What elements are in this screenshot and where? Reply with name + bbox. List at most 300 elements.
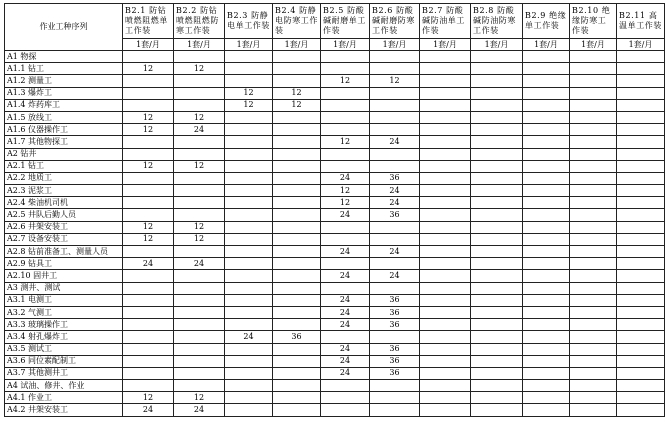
quantity-cell bbox=[273, 343, 321, 355]
occupation-cell: A1 物探 bbox=[5, 51, 123, 63]
occupation-cell: A2.6 井架安装工 bbox=[5, 221, 123, 233]
quantity-cell bbox=[273, 246, 321, 258]
quantity-cell bbox=[570, 319, 617, 331]
quantity-cell bbox=[123, 319, 174, 331]
quantity-cell bbox=[420, 148, 471, 160]
table-row bbox=[5, 343, 665, 355]
quantity-cell bbox=[471, 185, 523, 197]
occupation-cell: A2.8 钻前准备工、测量人员 bbox=[5, 246, 123, 258]
quantity-cell bbox=[420, 87, 471, 99]
table-row bbox=[5, 246, 665, 258]
quantity-cell bbox=[570, 246, 617, 258]
quantity-cell bbox=[570, 136, 617, 148]
occupation-cell: A1.7 其他物探工 bbox=[5, 136, 123, 148]
quantity-cell bbox=[570, 258, 617, 270]
quantity-cell bbox=[570, 221, 617, 233]
quantity-cell bbox=[273, 258, 321, 270]
quantity-cell bbox=[225, 124, 273, 136]
quantity-cell bbox=[471, 172, 523, 184]
quantity-cell: 24 bbox=[370, 197, 420, 209]
quantity-cell bbox=[225, 75, 273, 87]
quantity-cell bbox=[273, 306, 321, 318]
occupation-cell: A3.2 气测工 bbox=[5, 306, 123, 318]
quantity-cell bbox=[617, 99, 665, 111]
quantity-cell: 12 bbox=[123, 63, 174, 75]
quantity-cell bbox=[471, 282, 523, 294]
quantity-cell: 36 bbox=[370, 306, 420, 318]
quantity-cell bbox=[523, 392, 570, 404]
quantity-cell bbox=[273, 270, 321, 282]
quantity-cell bbox=[471, 99, 523, 111]
column-header: B2.8 防酸碱防油防寒工作装 bbox=[471, 4, 523, 39]
quantity-cell bbox=[420, 124, 471, 136]
unit-cell: 1套/月 bbox=[225, 39, 273, 51]
quantity-cell: 12 bbox=[321, 197, 370, 209]
quantity-cell bbox=[174, 270, 225, 282]
occupation-cell: A3.3 玻璃操作工 bbox=[5, 319, 123, 331]
quantity-cell bbox=[523, 209, 570, 221]
quantity-cell bbox=[174, 282, 225, 294]
quantity-cell bbox=[420, 306, 471, 318]
column-header: B2.10 绝缘防寒工作装 bbox=[570, 4, 617, 39]
quantity-cell bbox=[420, 355, 471, 367]
quantity-cell bbox=[420, 294, 471, 306]
quantity-cell bbox=[471, 160, 523, 172]
column-header: B2.11 高温单工作装 bbox=[617, 4, 665, 39]
occupation-cell: A3.7 其他测井工 bbox=[5, 367, 123, 379]
quantity-cell: 24 bbox=[321, 319, 370, 331]
ppe-allocation-table bbox=[4, 3, 665, 417]
occupation-cell: A3.4 射孔爆炸工 bbox=[5, 331, 123, 343]
unit-cell: 1套/月 bbox=[523, 39, 570, 51]
quantity-cell bbox=[420, 185, 471, 197]
quantity-cell bbox=[523, 233, 570, 245]
quantity-cell bbox=[321, 87, 370, 99]
quantity-cell bbox=[523, 63, 570, 75]
quantity-cell bbox=[617, 111, 665, 123]
quantity-cell bbox=[570, 306, 617, 318]
quantity-cell: 12 bbox=[174, 160, 225, 172]
quantity-cell bbox=[370, 258, 420, 270]
occupation-cell: A2.4 柴油机司机 bbox=[5, 197, 123, 209]
occupation-cell: A2 钻井 bbox=[5, 148, 123, 160]
quantity-cell: 12 bbox=[174, 392, 225, 404]
quantity-cell bbox=[570, 355, 617, 367]
table-row bbox=[5, 160, 665, 172]
quantity-cell bbox=[225, 136, 273, 148]
quantity-cell bbox=[420, 209, 471, 221]
quantity-cell: 12 bbox=[321, 185, 370, 197]
quantity-cell: 24 bbox=[225, 331, 273, 343]
quantity-cell bbox=[617, 343, 665, 355]
quantity-cell bbox=[174, 209, 225, 221]
quantity-cell bbox=[174, 355, 225, 367]
quantity-cell bbox=[523, 258, 570, 270]
quantity-cell bbox=[617, 87, 665, 99]
quantity-cell bbox=[321, 258, 370, 270]
quantity-cell: 12 bbox=[273, 99, 321, 111]
quantity-cell bbox=[570, 148, 617, 160]
quantity-cell bbox=[420, 221, 471, 233]
quantity-cell bbox=[471, 294, 523, 306]
quantity-cell bbox=[123, 306, 174, 318]
occupation-cell: A1.6 仪器操作工 bbox=[5, 124, 123, 136]
quantity-cell: 12 bbox=[123, 233, 174, 245]
quantity-cell bbox=[617, 209, 665, 221]
quantity-cell bbox=[174, 197, 225, 209]
quantity-cell bbox=[225, 392, 273, 404]
quantity-cell: 12 bbox=[123, 160, 174, 172]
quantity-cell bbox=[321, 99, 370, 111]
quantity-cell bbox=[321, 63, 370, 75]
quantity-cell bbox=[420, 343, 471, 355]
quantity-cell bbox=[225, 221, 273, 233]
column-header: B2.1 防钻喷燃阻燃单工作装 bbox=[123, 4, 174, 39]
quantity-cell bbox=[570, 294, 617, 306]
quantity-cell bbox=[321, 148, 370, 160]
quantity-cell bbox=[523, 87, 570, 99]
quantity-cell bbox=[420, 282, 471, 294]
quantity-cell bbox=[370, 111, 420, 123]
unit-cell: 1套/月 bbox=[123, 39, 174, 51]
quantity-cell bbox=[420, 246, 471, 258]
quantity-cell: 36 bbox=[370, 367, 420, 379]
quantity-cell bbox=[523, 148, 570, 160]
quantity-cell bbox=[370, 282, 420, 294]
quantity-cell bbox=[420, 63, 471, 75]
quantity-cell: 12 bbox=[174, 221, 225, 233]
occupation-cell: A2.5 井队后勤人员 bbox=[5, 209, 123, 221]
quantity-cell: 12 bbox=[273, 87, 321, 99]
quantity-cell bbox=[420, 136, 471, 148]
quantity-cell bbox=[370, 380, 420, 392]
quantity-cell bbox=[123, 282, 174, 294]
quantity-cell bbox=[174, 172, 225, 184]
quantity-cell: 24 bbox=[321, 343, 370, 355]
quantity-cell bbox=[570, 87, 617, 99]
quantity-cell bbox=[321, 233, 370, 245]
quantity-cell: 24 bbox=[321, 294, 370, 306]
occupation-header: 作业工种序列 bbox=[5, 4, 123, 51]
quantity-cell bbox=[321, 221, 370, 233]
quantity-cell bbox=[225, 197, 273, 209]
quantity-cell bbox=[321, 160, 370, 172]
quantity-cell bbox=[225, 172, 273, 184]
quantity-cell bbox=[617, 197, 665, 209]
quantity-cell bbox=[225, 367, 273, 379]
table-row bbox=[5, 392, 665, 404]
quantity-cell bbox=[273, 209, 321, 221]
occupation-cell: A4.2 井架安装工 bbox=[5, 404, 123, 416]
quantity-cell: 24 bbox=[123, 404, 174, 416]
quantity-cell bbox=[570, 63, 617, 75]
quantity-cell bbox=[523, 136, 570, 148]
occupation-cell: A2.2 地质工 bbox=[5, 172, 123, 184]
quantity-cell bbox=[617, 185, 665, 197]
quantity-cell: 12 bbox=[123, 111, 174, 123]
quantity-cell: 36 bbox=[370, 355, 420, 367]
quantity-cell bbox=[471, 343, 523, 355]
quantity-cell bbox=[570, 343, 617, 355]
quantity-cell bbox=[273, 63, 321, 75]
quantity-cell bbox=[570, 75, 617, 87]
quantity-cell bbox=[617, 306, 665, 318]
quantity-cell: 24 bbox=[174, 258, 225, 270]
quantity-cell bbox=[225, 233, 273, 245]
quantity-cell bbox=[174, 246, 225, 258]
quantity-cell bbox=[273, 355, 321, 367]
quantity-cell bbox=[321, 124, 370, 136]
quantity-cell bbox=[617, 75, 665, 87]
quantity-cell bbox=[617, 148, 665, 160]
quantity-cell bbox=[123, 367, 174, 379]
quantity-cell bbox=[617, 221, 665, 233]
unit-cell: 1套/月 bbox=[617, 39, 665, 51]
quantity-cell bbox=[420, 258, 471, 270]
table-row bbox=[5, 233, 665, 245]
table-row bbox=[5, 172, 665, 184]
quantity-cell bbox=[273, 172, 321, 184]
occupation-cell: A4.1 作业工 bbox=[5, 392, 123, 404]
quantity-cell bbox=[523, 111, 570, 123]
table-row bbox=[5, 99, 665, 111]
quantity-cell bbox=[225, 246, 273, 258]
quantity-cell bbox=[174, 51, 225, 63]
quantity-cell bbox=[617, 160, 665, 172]
quantity-cell bbox=[570, 172, 617, 184]
quantity-cell bbox=[570, 185, 617, 197]
quantity-cell bbox=[321, 404, 370, 416]
quantity-cell: 24 bbox=[321, 367, 370, 379]
quantity-cell bbox=[523, 294, 570, 306]
quantity-cell bbox=[273, 294, 321, 306]
quantity-cell bbox=[617, 172, 665, 184]
quantity-cell bbox=[420, 270, 471, 282]
quantity-cell bbox=[471, 331, 523, 343]
quantity-cell bbox=[523, 331, 570, 343]
quantity-cell: 36 bbox=[370, 294, 420, 306]
quantity-cell: 12 bbox=[174, 63, 225, 75]
quantity-cell: 24 bbox=[321, 172, 370, 184]
column-header: B2.5 防酸碱耐磨单工作装 bbox=[321, 4, 370, 39]
quantity-cell bbox=[123, 197, 174, 209]
quantity-cell: 24 bbox=[321, 306, 370, 318]
quantity-cell: 12 bbox=[123, 392, 174, 404]
quantity-cell bbox=[420, 172, 471, 184]
quantity-cell bbox=[225, 319, 273, 331]
quantity-cell bbox=[523, 270, 570, 282]
table-row bbox=[5, 124, 665, 136]
table-row bbox=[5, 63, 665, 75]
quantity-cell bbox=[174, 306, 225, 318]
quantity-cell bbox=[420, 75, 471, 87]
quantity-cell bbox=[174, 75, 225, 87]
table-row bbox=[5, 111, 665, 123]
quantity-cell bbox=[321, 282, 370, 294]
quantity-cell bbox=[321, 51, 370, 63]
quantity-cell bbox=[273, 148, 321, 160]
quantity-cell bbox=[570, 124, 617, 136]
table-row bbox=[5, 367, 665, 379]
table-row bbox=[5, 258, 665, 270]
quantity-cell bbox=[471, 197, 523, 209]
quantity-cell bbox=[225, 404, 273, 416]
quantity-cell bbox=[471, 221, 523, 233]
unit-cell: 1套/月 bbox=[321, 39, 370, 51]
quantity-cell bbox=[321, 380, 370, 392]
quantity-cell bbox=[617, 294, 665, 306]
quantity-cell bbox=[370, 404, 420, 416]
quantity-cell bbox=[471, 124, 523, 136]
quantity-cell bbox=[570, 282, 617, 294]
quantity-cell bbox=[471, 355, 523, 367]
quantity-cell: 24 bbox=[370, 136, 420, 148]
table-row bbox=[5, 282, 665, 294]
quantity-cell bbox=[570, 233, 617, 245]
quantity-cell bbox=[123, 51, 174, 63]
occupation-cell: A2.7 设备安装工 bbox=[5, 233, 123, 245]
unit-cell: 1套/月 bbox=[471, 39, 523, 51]
quantity-cell: 24 bbox=[321, 209, 370, 221]
quantity-cell bbox=[370, 148, 420, 160]
column-header: B2.7 防酸碱防油单工作装 bbox=[420, 4, 471, 39]
quantity-cell: 24 bbox=[174, 404, 225, 416]
quantity-cell: 24 bbox=[370, 185, 420, 197]
quantity-cell: 12 bbox=[123, 221, 174, 233]
column-header: B2.4 防静电防寒工作装 bbox=[273, 4, 321, 39]
unit-cell: 1套/月 bbox=[273, 39, 321, 51]
occupation-cell: A1.1 钻工 bbox=[5, 63, 123, 75]
quantity-cell bbox=[123, 380, 174, 392]
quantity-cell bbox=[523, 172, 570, 184]
quantity-cell bbox=[123, 294, 174, 306]
quantity-cell bbox=[225, 282, 273, 294]
quantity-cell bbox=[420, 160, 471, 172]
quantity-cell bbox=[420, 331, 471, 343]
quantity-cell bbox=[471, 306, 523, 318]
quantity-cell bbox=[471, 233, 523, 245]
quantity-cell bbox=[225, 148, 273, 160]
table-row bbox=[5, 404, 665, 416]
table-row bbox=[5, 87, 665, 99]
unit-cell: 1套/月 bbox=[570, 39, 617, 51]
table-row bbox=[5, 319, 665, 331]
quantity-cell bbox=[370, 63, 420, 75]
quantity-cell bbox=[174, 148, 225, 160]
table-row bbox=[5, 270, 665, 282]
quantity-cell bbox=[523, 306, 570, 318]
quantity-cell bbox=[273, 51, 321, 63]
quantity-cell: 24 bbox=[123, 258, 174, 270]
quantity-cell bbox=[225, 258, 273, 270]
quantity-cell bbox=[471, 258, 523, 270]
quantity-cell: 24 bbox=[321, 355, 370, 367]
quantity-cell bbox=[273, 233, 321, 245]
quantity-cell bbox=[523, 246, 570, 258]
quantity-cell bbox=[123, 172, 174, 184]
quantity-cell: 12 bbox=[370, 75, 420, 87]
quantity-cell bbox=[570, 209, 617, 221]
quantity-cell bbox=[570, 331, 617, 343]
quantity-cell bbox=[471, 319, 523, 331]
quantity-cell bbox=[225, 294, 273, 306]
quantity-cell bbox=[225, 380, 273, 392]
quantity-cell bbox=[617, 367, 665, 379]
quantity-cell bbox=[570, 270, 617, 282]
occupation-cell: A3.5 测试工 bbox=[5, 343, 123, 355]
table-row bbox=[5, 75, 665, 87]
quantity-cell bbox=[523, 221, 570, 233]
quantity-cell bbox=[370, 160, 420, 172]
quantity-cell bbox=[123, 355, 174, 367]
occupation-cell: A1.5 放线工 bbox=[5, 111, 123, 123]
quantity-cell bbox=[123, 99, 174, 111]
quantity-cell bbox=[225, 343, 273, 355]
occupation-cell: A3.6 同位素配制工 bbox=[5, 355, 123, 367]
table-row bbox=[5, 294, 665, 306]
quantity-cell bbox=[321, 331, 370, 343]
quantity-cell bbox=[420, 392, 471, 404]
quantity-cell bbox=[273, 380, 321, 392]
quantity-cell bbox=[420, 233, 471, 245]
occupation-cell: A2.1 钻工 bbox=[5, 160, 123, 172]
occupation-cell: A1.3 爆炸工 bbox=[5, 87, 123, 99]
quantity-cell bbox=[174, 294, 225, 306]
quantity-cell bbox=[617, 136, 665, 148]
table-row bbox=[5, 51, 665, 63]
quantity-cell bbox=[471, 270, 523, 282]
table-row bbox=[5, 355, 665, 367]
quantity-cell bbox=[617, 319, 665, 331]
quantity-cell bbox=[617, 258, 665, 270]
quantity-cell bbox=[225, 306, 273, 318]
table-row bbox=[5, 221, 665, 233]
quantity-cell bbox=[420, 111, 471, 123]
unit-cell: 1套/月 bbox=[370, 39, 420, 51]
quantity-cell bbox=[370, 233, 420, 245]
occupation-cell: A1.2 测量工 bbox=[5, 75, 123, 87]
quantity-cell bbox=[370, 99, 420, 111]
quantity-cell bbox=[523, 319, 570, 331]
quantity-cell bbox=[123, 270, 174, 282]
quantity-cell bbox=[123, 136, 174, 148]
quantity-cell: 12 bbox=[321, 75, 370, 87]
quantity-cell: 12 bbox=[321, 136, 370, 148]
occupation-cell: A2.3 泥浆工 bbox=[5, 185, 123, 197]
quantity-cell bbox=[174, 367, 225, 379]
quantity-cell bbox=[471, 51, 523, 63]
quantity-cell bbox=[617, 380, 665, 392]
quantity-cell bbox=[471, 111, 523, 123]
quantity-cell bbox=[225, 111, 273, 123]
quantity-cell bbox=[570, 111, 617, 123]
occupation-cell: A3.1 电测工 bbox=[5, 294, 123, 306]
table-row bbox=[5, 185, 665, 197]
occupation-cell: A1.4 炸药库工 bbox=[5, 99, 123, 111]
quantity-cell bbox=[370, 392, 420, 404]
quantity-cell bbox=[523, 185, 570, 197]
quantity-cell bbox=[420, 319, 471, 331]
quantity-cell: 12 bbox=[123, 124, 174, 136]
quantity-cell bbox=[471, 246, 523, 258]
quantity-cell bbox=[523, 75, 570, 87]
quantity-cell bbox=[617, 282, 665, 294]
quantity-cell bbox=[273, 124, 321, 136]
quantity-cell bbox=[523, 160, 570, 172]
quantity-cell bbox=[123, 185, 174, 197]
quantity-cell bbox=[174, 331, 225, 343]
quantity-cell bbox=[523, 404, 570, 416]
